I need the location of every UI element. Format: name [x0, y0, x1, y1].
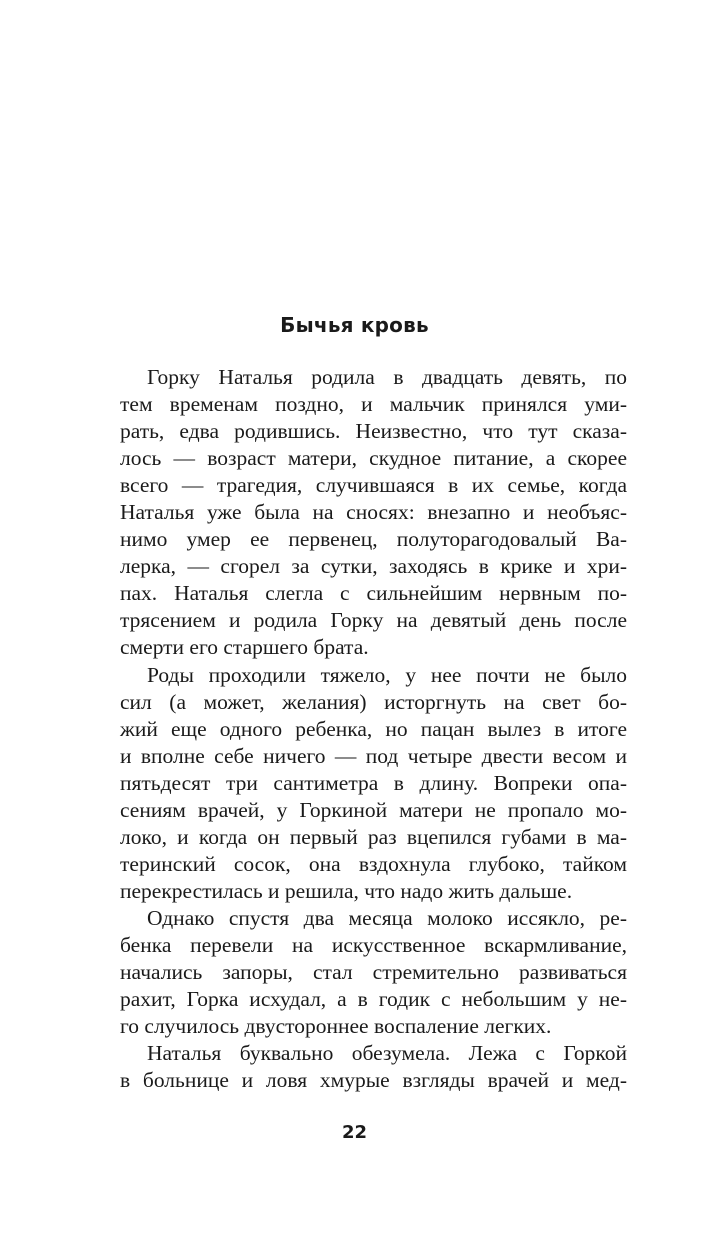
chapter-title: Бычья кровь — [280, 313, 429, 337]
text-line: Горку Наталья родила в двадцать девять, по — [147, 365, 627, 389]
text-line: нимо умер ее первенец, полуторагодовалый Ва- — [120, 527, 627, 552]
text-line: пах. Наталья слегла с сильнейшим нервным по- — [120, 581, 627, 606]
text-line: всего — трагедия, случившаяся в их семье, когда — [120, 473, 627, 498]
text-line: лось — возраст матери, скудное питание, а скорее — [120, 446, 627, 471]
body-text — [120, 364, 627, 1094]
text-line: сил (а может, желания) исторгнуть на свет бо- — [120, 689, 627, 714]
text-line: жий еще одного ребенка, но пацан вылез в итоге — [120, 716, 627, 741]
text-line: в больнице и ловя хмурые взгляды врачей и мед- — [120, 1068, 627, 1093]
text-line: теринский сосок, она вздохнула глубоко, тайком — [120, 851, 627, 876]
text-line: трясением и родила Горку на девятый день после — [120, 608, 627, 633]
text-line: рать, едва родившись. Неизвестно, что тут сказа- — [120, 419, 627, 444]
text-line: локо, и когда он первый раз вцепился губами в ма- — [120, 824, 627, 849]
page-number: 22 — [341, 1122, 368, 1143]
text-line: сениям врачей, у Горкиной матери не пропало мо- — [120, 797, 627, 822]
text-line: и вполне себе ничего — под четыре двести весом и — [120, 743, 627, 768]
text-line: Однако спустя два месяца молоко иссякло, ре- — [147, 905, 627, 930]
text-line: Наталья буквально обезумела. Лежа с Горкой — [147, 1041, 627, 1066]
text-line: перекрестилась и решила, что надо жить дальше. — [120, 878, 573, 903]
text-line: смерти его старшего брата. — [120, 635, 369, 660]
text-line: бенка перевели на искусственное вскармливание, — [120, 932, 627, 957]
text-line: рахит, Горка исхудал, а в годик с небольшим у не- — [120, 987, 627, 1012]
text-line: го случилось двустороннее воспаление легких. — [120, 1014, 552, 1039]
text-line: лерка, — сгорел за сутки, заходясь в крике и хри- — [120, 554, 627, 579]
text-line: тем временам поздно, и мальчик принялся уми- — [120, 392, 627, 417]
text-line: начались запоры, стал стремительно развиваться — [120, 960, 627, 985]
text-line: пятьдесят три сантиметра в длину. Вопреки опа- — [120, 770, 627, 795]
text-line: Наталья уже была на сносях: внезапно и необъяс- — [120, 500, 627, 525]
text-line: Роды проходили тяжело, у нее почти не было — [147, 662, 627, 687]
